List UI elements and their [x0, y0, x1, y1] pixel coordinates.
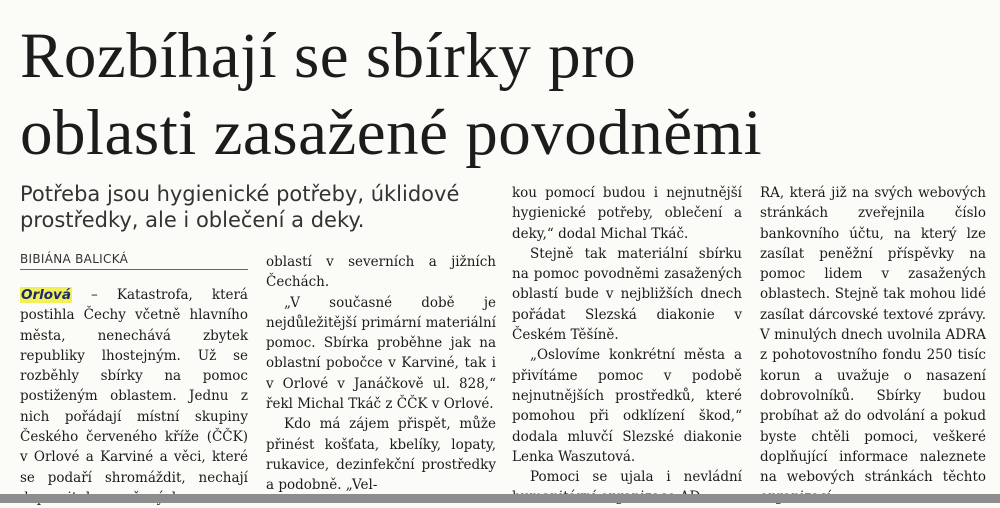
lead-paragraph — [20, 285, 248, 508]
article-column-4 — [760, 183, 986, 508]
paragraph: „Oslovíme konkrétní města a přivítáme pomoc v podobě nejnutnějších prostředků, které pomohou při odklízení škod,“ dodala mluvčí Slezské diakonie Lenka Waszutová. — [512, 347, 742, 465]
paragraph: Stejně tak materiální sbírku na pomoc povodněmi zasažených oblastí bude v nejbližších dnech pořádat Slezská diakonie v Českém Těšíně. — [512, 245, 742, 344]
headline-line-2: oblasti zasažené povodněmi — [20, 97, 763, 169]
headline-line-1: Rozbíhají se sbírky pro — [20, 20, 637, 92]
paragraph: „V současné době je nejdůležitější primární materiální pomoc. Sbírka proběhne jak na oblastní pobočce v Karviné, tak i v Orlové v Janáčkově ul. 828,“ řekl Michal Tkáč z ČČK v Orlové. — [266, 294, 496, 413]
paragraph: oblastí v severních a jižních Čechách. — [266, 254, 496, 291]
article-column-3 — [512, 183, 742, 508]
article-column-2 — [266, 252, 496, 496]
bottom-rule — [0, 494, 1000, 503]
subtitle: Potřeba jsou hygienické potřeby, úklidové prostředky, ale i oblečení a deky. — [20, 182, 460, 232]
paragraph: RA, která již na svých webových stránkách zveřejnila číslo bankovního účtu, na který lze zasílat peněžní příspěvky na pomoc lidem v zasažených oblastech. Stejně tak mohou lidé zasílat dárcovské textové zprávy. V minulých dnech uvolnila ADRA z pohotovostního fondu 250 tisíc korun a uvažuje o nasazení dobrovolníků. Sbírky budou probíhat až do odvolání a pokud byste chtěli pomoci, veškeré doplňující informace naleznete na webových stránkách těchto — [760, 185, 986, 486]
paragraph: kou pomocí budou i nejnutnější hygienické potřeby, oblečení a deky,“ dodal Michal Tkáč. — [512, 185, 742, 242]
dateline-dash: – — [71, 287, 117, 303]
paragraph: Kdo má zájem přispět, může přinést košťata, kbelíky, lopaty, rukavice, dezinfekční prostředky a podobně. „Vel- — [266, 416, 496, 494]
article-column-1 — [20, 285, 248, 508]
byline: BIBIÁNA BALICKÁ — [20, 252, 248, 270]
headline — [20, 18, 990, 172]
lead-text: Katastrofa, která postihla Čechy včetně hlavního města, nenechává zbytek republiky lhostejným. Už se rozběhly sbírky na pomoc postiženým oblastem. Jednu z nich pořádají místní skupiny Českého červeného kříže (ČČK) v Orlové a Karviné a věci, které se podaří shromáždit, nechají — [20, 287, 248, 486]
dateline-place: Orlová — [21, 287, 71, 303]
paragraph: Pomoci se ujala i nevládní — [530, 469, 742, 486]
